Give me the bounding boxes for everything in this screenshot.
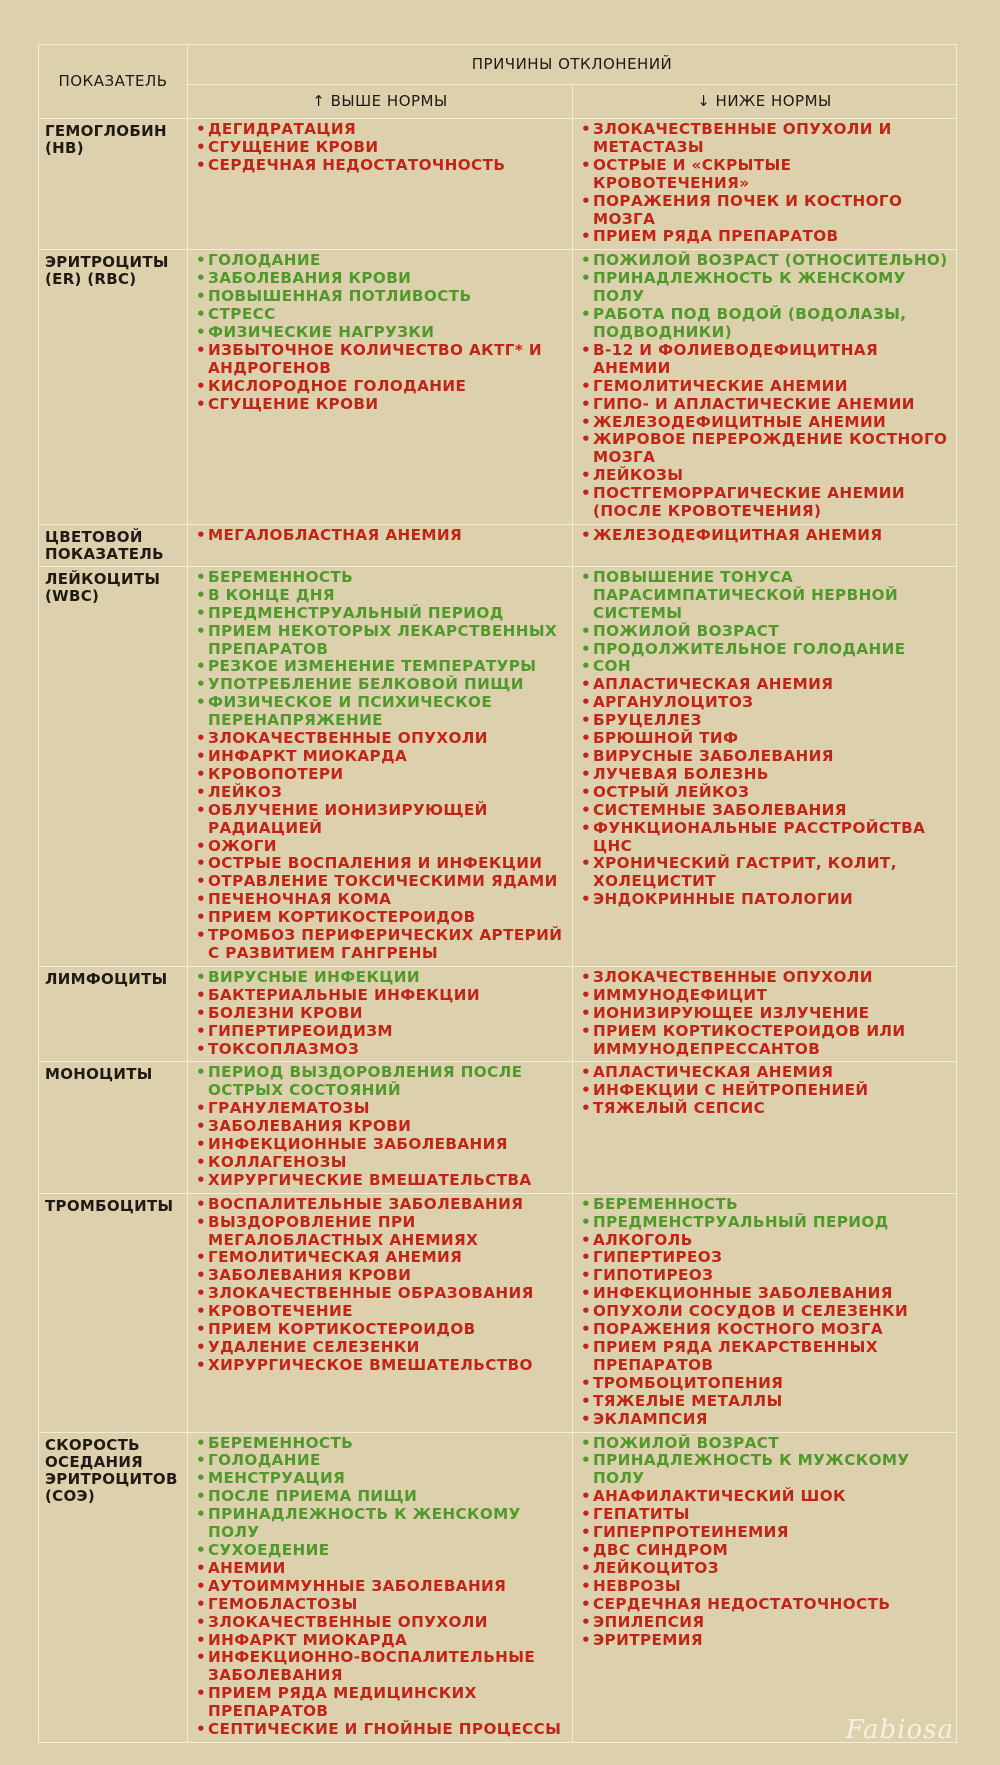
cause-item: • СУХОЕДЕНИЕ (194, 1542, 566, 1560)
indicator-name: СКОРОСТЬ ОСЕДАНИЯ ЭРИТРОЦИТОВ (СОЭ) (39, 1432, 188, 1742)
causes-list (579, 252, 950, 521)
cause-item: • ПРИНАДЛЕЖНОСТЬ К ЖЕНСКОМУ ПОЛУ (579, 270, 950, 306)
below-norm-causes (573, 566, 957, 966)
cause-item: • ВИРУСНЫЕ ИНФЕКЦИИ (194, 969, 566, 987)
cause-item: • СЕПТИЧЕСКИЕ И ГНОЙНЫЕ ПРОЦЕССЫ (194, 1721, 566, 1739)
cause-item: • ГОЛОДАНИЕ (194, 252, 566, 270)
cause-item: • ГИПОТИРЕОЗ (579, 1267, 950, 1285)
cause-item: • ГИПЕРПРОТЕИНЕМИЯ (579, 1524, 950, 1542)
cause-item: • БРЮШНОЙ ТИФ (579, 730, 950, 748)
cause-item: • ПРИЕМ КОРТИКОСТЕРОИДОВ ИЛИ ИММУНОДЕПРЕССАНТОВ (579, 1023, 950, 1059)
cause-item: • ЗАБОЛЕВАНИЯ КРОВИ (194, 1267, 566, 1285)
cause-item: • ИНФЕКЦИОННЫЕ ЗАБОЛЕВАНИЯ (579, 1285, 950, 1303)
causes-list (194, 527, 566, 545)
cause-item: • ТЯЖЕЛЫЙ СЕПСИС (579, 1100, 950, 1118)
cause-item: • ВИРУСНЫЕ ЗАБОЛЕВАНИЯ (579, 748, 950, 766)
below-norm-causes (573, 1432, 957, 1742)
cause-item: • БАКТЕРИАЛЬНЫЕ ИНФЕКЦИИ (194, 987, 566, 1005)
cause-item: • ТРОМБОЦИТОПЕНИЯ (579, 1375, 950, 1393)
cause-item: • КРОВОТЕЧЕНИЕ (194, 1303, 566, 1321)
causes-header: ПРИЧИНЫ ОТКЛОНЕНИЙ (188, 45, 957, 85)
cause-item: • ОСТРЫЕ ВОСПАЛЕНИЯ И ИНФЕКЦИИ (194, 855, 566, 873)
below-norm-causes (573, 1062, 957, 1193)
cause-item: • ПРИЕМ НЕКОТОРЫХ ЛЕКАРСТВЕННЫХ ПРЕПАРАТОВ (194, 623, 566, 659)
cause-item: • ПРОДОЛЖИТЕЛЬНОЕ ГОЛОДАНИЕ (579, 641, 950, 659)
cause-item: • АНЕМИИ (194, 1560, 566, 1578)
cause-item: • СЕРДЕЧНАЯ НЕДОСТАТОЧНОСТЬ (194, 157, 566, 175)
cause-item: • ГОЛОДАНИЕ (194, 1452, 566, 1470)
cause-item: • ГИПЕРТИРЕОИДИЗМ (194, 1023, 566, 1041)
below-norm-causes (573, 119, 957, 250)
cause-item: • ЗЛОКАЧЕСТВЕННЫЕ ОПУХОЛИ И МЕТАСТАЗЫ (579, 121, 950, 157)
cause-item: • СТРЕСС (194, 306, 566, 324)
cause-item: • ТОКСОПЛАЗМОЗ (194, 1041, 566, 1059)
cause-item: • ТЯЖЕЛЫЕ МЕТАЛЛЫ (579, 1393, 950, 1411)
cause-item: • ПРИЕМ РЯДА МЕДИЦИНСКИХ ПРЕПАРАТОВ (194, 1685, 566, 1721)
above-norm-causes (188, 1193, 573, 1432)
causes-list (194, 1435, 566, 1739)
cause-item: • ГИПЕРТИРЕОЗ (579, 1249, 950, 1267)
above-norm-causes (188, 119, 573, 250)
cause-item: • ЗЛОКАЧЕСТВЕННЫЕ ОПУХОЛИ (579, 969, 950, 987)
cause-item: • ГРАНУЛЕМАТОЗЫ (194, 1100, 566, 1118)
causes-list (194, 969, 566, 1059)
cause-item: • ПОСЛЕ ПРИЕМА ПИЩИ (194, 1488, 566, 1506)
cause-item: • УДАЛЕНИЕ СЕЛЕЗЕНКИ (194, 1339, 566, 1357)
cause-item: • СЕРДЕЧНАЯ НЕДОСТАТОЧНОСТЬ (579, 1596, 950, 1614)
cause-item: • ИНФЕКЦИОННО-ВОСПАЛИТЕЛЬНЫЕ ЗАБОЛЕВАНИЯ (194, 1649, 566, 1685)
cause-item: • ЗЛОКАЧЕСТВЕННЫЕ ОПУХОЛИ (194, 1614, 566, 1632)
indicator-header: ПОКАЗАТЕЛЬ (39, 45, 188, 119)
causes-list (194, 121, 566, 175)
cause-item: • ПРЕДМЕНСТРУАЛЬНЫЙ ПЕРИОД (194, 605, 566, 623)
cause-item: • ФИЗИЧЕСКОЕ И ПСИХИЧЕСКОЕ ПЕРЕНАПРЯЖЕНИЕ (194, 694, 566, 730)
cause-item: • АУТОИММУННЫЕ ЗАБОЛЕВАНИЯ (194, 1578, 566, 1596)
cause-item: • В КОНЦЕ ДНЯ (194, 587, 566, 605)
cause-item: • ОБЛУЧЕНИЕ ИОНИЗИРУЮЩЕЙ РАДИАЦИЕЙ (194, 802, 566, 838)
cause-item: • ЭРИТРЕМИЯ (579, 1632, 950, 1650)
above-norm-causes (188, 1062, 573, 1193)
cause-item: • ЖЕЛЕЗОДЕФИЦИТНАЯ АНЕМИЯ (579, 527, 950, 545)
fabiosa-logo: Fabiosa (845, 1715, 954, 1745)
table-row (39, 1432, 957, 1742)
above-norm-header: ↑ ВЫШЕ НОРМЫ (188, 85, 573, 119)
cause-item: • ПРЕДМЕНСТРУАЛЬНЫЙ ПЕРИОД (579, 1214, 950, 1232)
cause-item: • ГЕПАТИТЫ (579, 1506, 950, 1524)
table-row (39, 966, 957, 1062)
cause-item: • КОЛЛАГЕНОЗЫ (194, 1154, 566, 1172)
cause-item: • ЗЛОКАЧЕСТВЕННЫЕ ОПУХОЛИ (194, 730, 566, 748)
cause-item: • ПРИЕМ КОРТИКОСТЕРОИДОВ (194, 909, 566, 927)
cause-item: • СГУЩЕНИЕ КРОВИ (194, 396, 566, 414)
cause-item: • ПРИЕМ КОРТИКОСТЕРОИДОВ (194, 1321, 566, 1339)
cause-item: • ОПУХОЛИ СОСУДОВ И СЕЛЕЗЕНКИ (579, 1303, 950, 1321)
indicator-name: ЭРИТРОЦИТЫ (ER) (RBC) (39, 250, 188, 525)
indicator-name: ЛЕЙКОЦИТЫ (WBC) (39, 566, 188, 966)
cause-item: • ПОЖИЛОЙ ВОЗРАСТ (579, 1435, 950, 1453)
cause-item: • СОН (579, 658, 950, 676)
cause-item: • МЕНСТРУАЦИЯ (194, 1470, 566, 1488)
cause-item: • ЛУЧЕВАЯ БОЛЕЗНЬ (579, 766, 950, 784)
cause-item: • ХИРУРГИЧЕСКОЕ ВМЕШАТЕЛЬСТВО (194, 1357, 566, 1375)
cause-item: • ЛЕЙКОЗЫ (579, 467, 950, 485)
cause-item: • АЛКОГОЛЬ (579, 1232, 950, 1250)
cause-item: • ОЖОГИ (194, 838, 566, 856)
cause-item: • ПОВЫШЕННАЯ ПОТЛИВОСТЬ (194, 288, 566, 306)
below-norm-causes (573, 250, 957, 525)
table-row (39, 566, 957, 966)
cause-item: • БЕРЕМЕННОСТЬ (194, 569, 566, 587)
above-norm-causes (188, 966, 573, 1062)
causes-list (579, 569, 950, 909)
cause-item: • КИСЛОРОДНОЕ ГОЛОДАНИЕ (194, 378, 566, 396)
cause-item: • УПОТРЕБЛЕНИЕ БЕЛКОВОЙ ПИЩИ (194, 676, 566, 694)
table-row (39, 1062, 957, 1193)
below-norm-causes (573, 524, 957, 566)
cause-item: • ИНФАРКТ МИОКАРДА (194, 748, 566, 766)
cause-item: • ЛЕЙКОЗ (194, 784, 566, 802)
causes-list (579, 1435, 950, 1650)
cause-item: • АПЛАСТИЧЕСКАЯ АНЕМИЯ (579, 1064, 950, 1082)
table-row (39, 1193, 957, 1432)
cause-item: • ФУНКЦИОНАЛЬНЫЕ РАССТРОЙСТВА ЦНС (579, 820, 950, 856)
cause-item: • АПЛАСТИЧЕСКАЯ АНЕМИЯ (579, 676, 950, 694)
cause-item: • ПРИЕМ РЯДА ПРЕПАРАТОВ (579, 228, 950, 246)
cause-item: • ЛЕЙКОЦИТОЗ (579, 1560, 950, 1578)
below-norm-causes (573, 1193, 957, 1432)
indicator-name: ТРОМБОЦИТЫ (39, 1193, 188, 1432)
cause-item: • МЕГАЛОБЛАСТНАЯ АНЕМИЯ (194, 527, 566, 545)
cause-item: • БЕРЕМЕННОСТЬ (579, 1196, 950, 1214)
cause-item: • ЖЕЛЕЗОДЕФИЦИТНЫЕ АНЕМИИ (579, 414, 950, 432)
below-norm-header: ↓ НИЖЕ НОРМЫ (573, 85, 957, 119)
causes-list (579, 121, 950, 246)
cause-item: • ПОРАЖЕНИЯ КОСТНОГО МОЗГА (579, 1321, 950, 1339)
cause-item: • СГУЩЕНИЕ КРОВИ (194, 139, 566, 157)
cause-item: • В-12 И ФОЛИЕВОДЕФИЦИТНАЯ АНЕМИИ (579, 342, 950, 378)
cause-item: • АРГАНУЛОЦИТОЗ (579, 694, 950, 712)
cause-item: • КРОВОПОТЕРИ (194, 766, 566, 784)
indicator-name: ГЕМОГЛОБИН (НВ) (39, 119, 188, 250)
cause-item: • ДВС СИНДРОМ (579, 1542, 950, 1560)
cause-item: • ГЕМОЛИТИЧЕСКАЯ АНЕМИЯ (194, 1249, 566, 1267)
cause-item: • ХРОНИЧЕСКИЙ ГАСТРИТ, КОЛИТ, ХОЛЕЦИСТИТ (579, 855, 950, 891)
cause-item: • ВОСПАЛИТЕЛЬНЫЕ ЗАБОЛЕВАНИЯ (194, 1196, 566, 1214)
causes-list (579, 969, 950, 1059)
cause-item: • ГИПО- И АПЛАСТИЧЕСКИЕ АНЕМИИ (579, 396, 950, 414)
table-row (39, 524, 957, 566)
cause-item: • ИЗБЫТОЧНОЕ КОЛИЧЕСТВО АКТГ* И АНДРОГЕНОВ (194, 342, 566, 378)
table-row (39, 250, 957, 525)
cause-item: • ПОВЫШЕНИЕ ТОНУСА ПАРАСИМПАТИЧЕСКОЙ НЕРВНОЙ СИСТЕМЫ (579, 569, 950, 623)
cause-item: • БОЛЕЗНИ КРОВИ (194, 1005, 566, 1023)
cause-item: • ОСТРЫЙ ЛЕЙКОЗ (579, 784, 950, 802)
cause-item: • ЖИРОВОЕ ПЕРЕРОЖДЕНИЕ КОСТНОГО МОЗГА (579, 431, 950, 467)
cause-item: • ЗАБОЛЕВАНИЯ КРОВИ (194, 270, 566, 288)
cause-item: • БРУЦЕЛЛЕЗ (579, 712, 950, 730)
indicator-name: ЛИМФОЦИТЫ (39, 966, 188, 1062)
above-norm-causes (188, 566, 573, 966)
cause-item: • ИНФАРКТ МИОКАРДА (194, 1632, 566, 1650)
cause-item: • АНАФИЛАКТИЧЕСКИЙ ШОК (579, 1488, 950, 1506)
cause-item: • ИНФЕКЦИОННЫЕ ЗАБОЛЕВАНИЯ (194, 1136, 566, 1154)
above-norm-causes (188, 1432, 573, 1742)
cause-item: • РЕЗКОЕ ИЗМЕНЕНИЕ ТЕМПЕРАТУРЫ (194, 658, 566, 676)
causes-list (194, 1196, 566, 1375)
causes-list (579, 1196, 950, 1429)
indicator-name: МОНОЦИТЫ (39, 1062, 188, 1193)
blood-test-table (38, 44, 957, 1743)
above-norm-causes (188, 524, 573, 566)
cause-item: • ДЕГИДРАТАЦИЯ (194, 121, 566, 139)
cause-item: • ПОСТГЕМОРРАГИЧЕСКИЕ АНЕМИИ (ПОСЛЕ КРОВОТЕЧЕНИЯ) (579, 485, 950, 521)
cause-item: • ЗЛОКАЧЕСТВЕННЫЕ ОБРАЗОВАНИЯ (194, 1285, 566, 1303)
cause-item: • ПОРАЖЕНИЯ ПОЧЕК И КОСТНОГО МОЗГА (579, 193, 950, 229)
cause-item: • ОСТРЫЕ И «СКРЫТЫЕ КРОВОТЕЧЕНИЯ» (579, 157, 950, 193)
cause-item: • ЭКЛАМПСИЯ (579, 1411, 950, 1429)
cause-item: • ПЕРИОД ВЫЗДОРОВЛЕНИЯ ПОСЛЕ ОСТРЫХ СОСТОЯНИЙ (194, 1064, 566, 1100)
cause-item: • ПОЖИЛОЙ ВОЗРАСТ (579, 623, 950, 641)
cause-item: • ПРИЕМ РЯДА ЛЕКАРСТВЕННЫХ ПРЕПАРАТОВ (579, 1339, 950, 1375)
cause-item: • ГЕМОБЛАСТОЗЫ (194, 1596, 566, 1614)
table-row (39, 119, 957, 250)
cause-item: • ПРИНАДЛЕЖНОСТЬ К ЖЕНСКОМУ ПОЛУ (194, 1506, 566, 1542)
cause-item: • ЗАБОЛЕВАНИЯ КРОВИ (194, 1118, 566, 1136)
cause-item: • ПЕЧЕНОЧНАЯ КОМА (194, 891, 566, 909)
cause-item: • ИНФЕКЦИИ С НЕЙТРОПЕНИЕЙ (579, 1082, 950, 1100)
cause-item: • ПОЖИЛОЙ ВОЗРАСТ (ОТНОСИТЕЛЬНО) (579, 252, 950, 270)
cause-item: • ХИРУРГИЧЕСКИЕ ВМЕШАТЕЛЬСТВА (194, 1172, 566, 1190)
causes-list (579, 527, 950, 545)
cause-item: • БЕРЕМЕННОСТЬ (194, 1435, 566, 1453)
cause-item: • ФИЗИЧЕСКИЕ НАГРУЗКИ (194, 324, 566, 342)
causes-list (194, 569, 566, 963)
cause-item: • ИОНИЗИРУЮЩЕЕ ИЗЛУЧЕНИЕ (579, 1005, 950, 1023)
below-norm-causes (573, 966, 957, 1062)
cause-item: • ГЕМОЛИТИЧЕСКИЕ АНЕМИИ (579, 378, 950, 396)
cause-item: • ЭНДОКРИННЫЕ ПАТОЛОГИИ (579, 891, 950, 909)
cause-item: • СИСТЕМНЫЕ ЗАБОЛЕВАНИЯ (579, 802, 950, 820)
cause-item: • ЭПИЛЕПСИЯ (579, 1614, 950, 1632)
cause-item: • НЕВРОЗЫ (579, 1578, 950, 1596)
cause-item: • ВЫЗДОРОВЛЕНИЕ ПРИ МЕГАЛОБЛАСТНЫХ АНЕМИЯХ (194, 1214, 566, 1250)
causes-list (194, 252, 566, 413)
cause-item: • РАБОТА ПОД ВОДОЙ (ВОДОЛАЗЫ, ПОДВОДНИКИ) (579, 306, 950, 342)
cause-item: • ТРОМБОЗ ПЕРИФЕРИЧЕСКИХ АРТЕРИЙ С РАЗВИТИЕМ ГАНГРЕНЫ (194, 927, 566, 963)
causes-list (579, 1064, 950, 1118)
causes-list (194, 1064, 566, 1189)
cause-item: • ИММУНОДЕФИЦИТ (579, 987, 950, 1005)
table-body (39, 119, 957, 1743)
cause-item: • ОТРАВЛЕНИЕ ТОКСИЧЕСКИМИ ЯДАМИ (194, 873, 566, 891)
above-norm-causes (188, 250, 573, 525)
cause-item: • ПРИНАДЛЕЖНОСТЬ К МУЖСКОМУ ПОЛУ (579, 1452, 950, 1488)
indicator-name: ЦВЕТОВОЙ ПОКАЗАТЕЛЬ (39, 524, 188, 566)
